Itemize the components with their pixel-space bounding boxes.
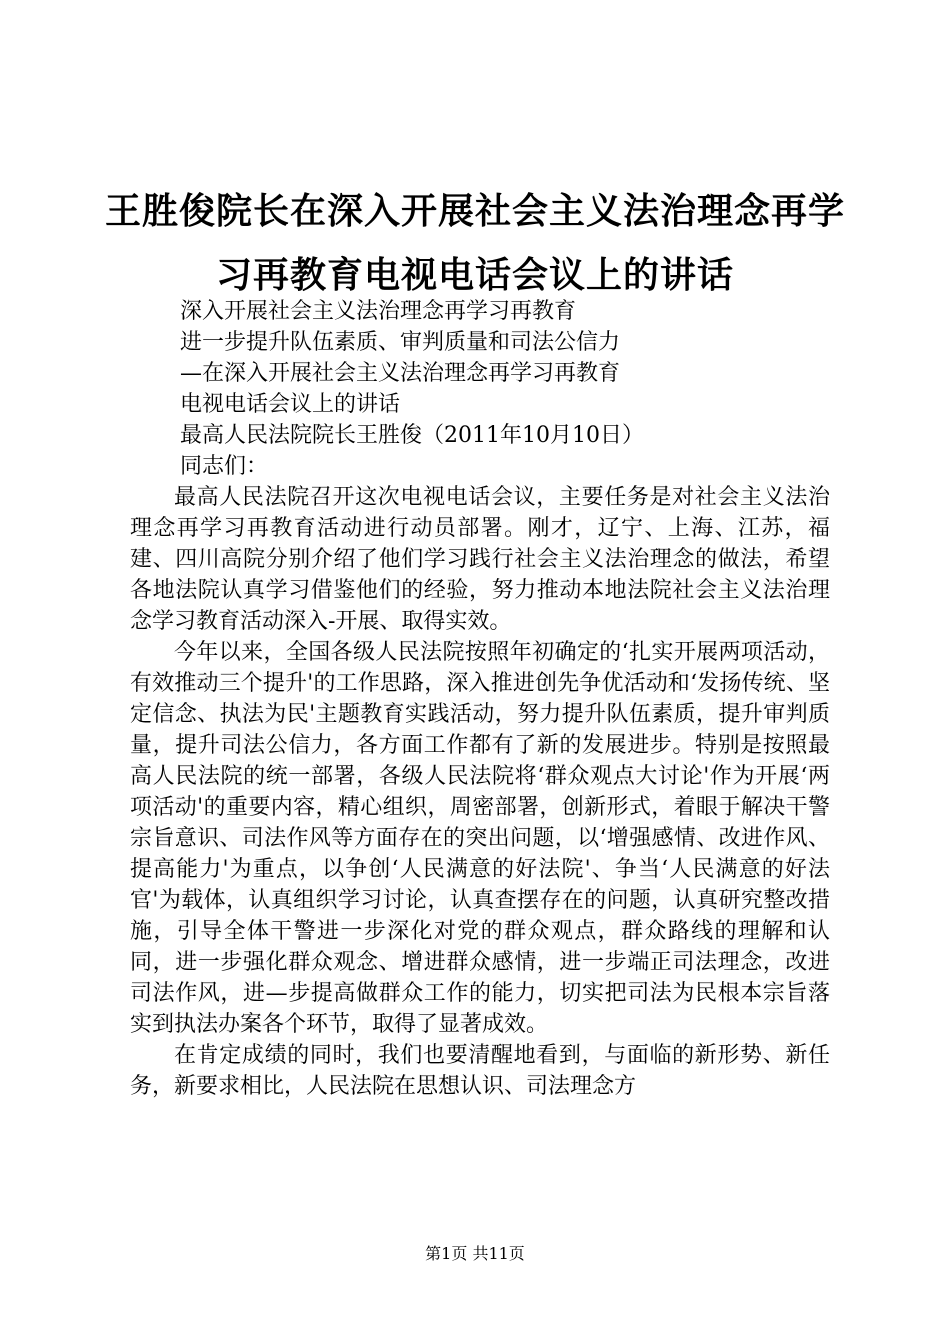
subtitle-line-4: 电视电话会议上的讲话	[180, 392, 401, 417]
paragraph-1: 最高人民法院召开这次电视电话会议，主要任务是对社会主义法治理念再学习再教育活动进行动员部署。刚才，辽宁、上海、江苏，福建、四川高院分别介绍了他们学习践行社会主义法治理念的做法，希望各地法院认真学习借鉴他们的经验，努力推动本地法院社会主义法治理念学习教育活动深入-开展、取得实效。	[130, 485, 830, 634]
speaker-date-line: 最高人民法院院长王胜俊（2011年10月10日）	[180, 423, 644, 448]
title-line-2: 习再教育电视电话会议上的讲话	[215, 255, 734, 296]
page-footer: 第1页 共11页	[425, 1244, 525, 1263]
subtitle-line-3: —在深入开展社会主义法治理念再学习再教育	[180, 361, 621, 386]
salutation: 同志们：	[180, 454, 269, 479]
subtitle-line-2: 进一步提升队伍素质、审判质量和司法公信力	[180, 330, 621, 355]
speech-header	[180, 296, 840, 482]
subtitle-line-1: 深入开展社会主义法治理念再学习再教育	[180, 299, 577, 324]
paragraph-2: 今年以来，全国各级人民法院按照年初确定的‘扎实开展两项活动，有效推动三个提升'的工作思路，深入推进创先争优活动和‘发扬传统、坚定信念、执法为民'主题教育实践活动，努力提升队伍素质，提升审判质量，提升司法公信力，各方面工作都有了新的发展进步。特别是按照最高人民法院的统一部署，各级人民法院将‘群众观点大讨论'作为开展‘两项活动'的重要内容，精心组织，周密部署，创新形式，着眼于解决干警宗旨意识、司法作风等方面存在的突出问题，以‘增强感情、改进作风、提高能力'为重点，以争创‘人民满意的好法院'、争当‘人民满意的好法官'为载体，认真组织学习讨论，认真查摆存在的问题，认真研究整改措施，引导全体干警进一步深化对党的群众观点，群众路线的理解和认同，进一步强化群众观念、增进群众感情，进一步端正司法理念，改进司法作风，进—步提高做群众工作的能力，切实把司法为民根本宗旨落实到执法办案各个环节，取得了显著成效。	[130, 640, 830, 1037]
title-line-1: 王胜俊院长在深入开展社会主义法治理念再学	[104, 191, 845, 232]
speech-body	[130, 482, 830, 1102]
document-title	[100, 180, 850, 308]
paragraph-3: 在肯定成绩的同时，我们也要清醒地看到，与面临的新形势、新任务，新要求相比，人民法院在思想认识、司法理念方	[130, 1043, 830, 1099]
